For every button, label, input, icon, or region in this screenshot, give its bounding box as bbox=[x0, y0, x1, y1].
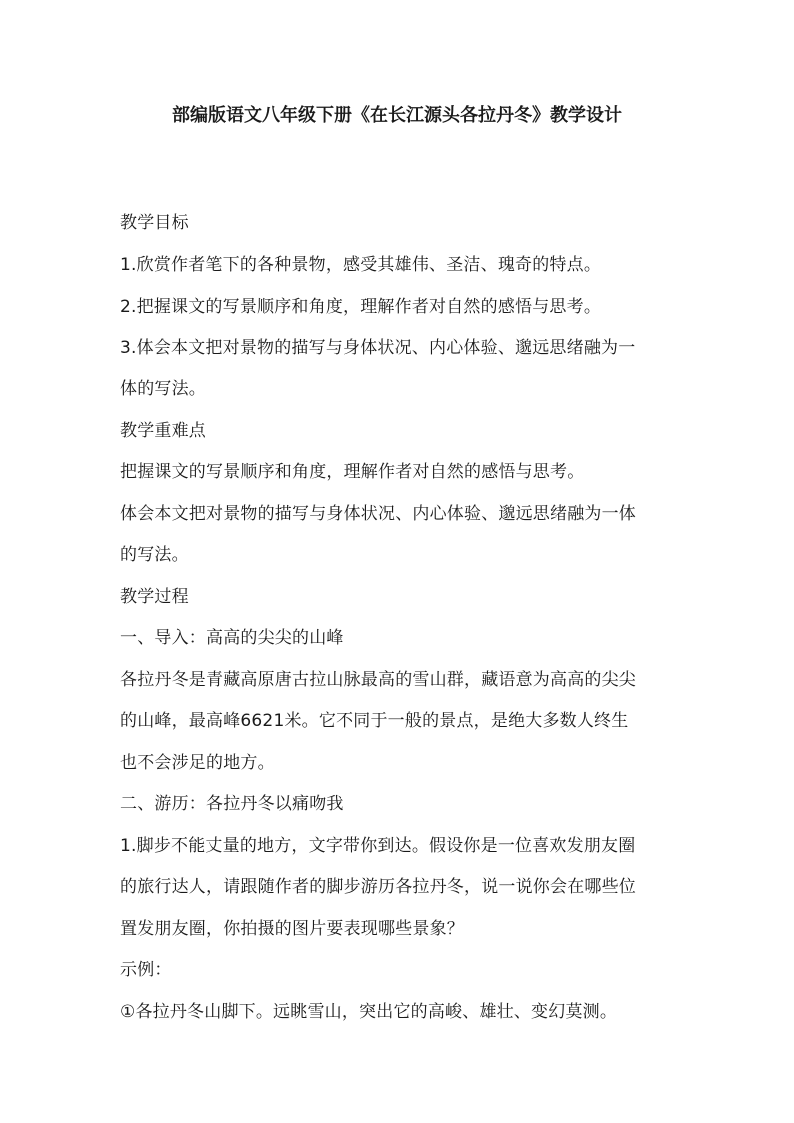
objective-2: 2.把握课文的写景顺序和角度，理解作者对自然的感悟与思考。 bbox=[120, 297, 602, 317]
paragraph-line: 也不会涉足的地方。 bbox=[120, 753, 275, 773]
paragraph-line: 各拉丹冬是青藏高原唐古拉山脉最高的雪山群，藏语意为高高的尖尖 bbox=[120, 670, 636, 690]
paragraph-line: 置发朋友圈，你拍摄的图片要表现哪些景象？ bbox=[120, 919, 464, 939]
key-point-2: 体会本文把对景物的描写与身体状况、内心体验、邈远思绪融为一体 bbox=[120, 504, 636, 524]
key-point-2-cont: 的写法。 bbox=[120, 545, 189, 565]
example-item-1: ①各拉丹冬山脚下。远眺雪山，突出它的高峻、雄壮、变幻莫测。 bbox=[120, 1002, 618, 1022]
process-part-1-heading: 一、导入：高高的尖尖的山峰 bbox=[120, 628, 344, 648]
process-part-2-heading: 二、游历：各拉丹冬以痛吻我 bbox=[120, 794, 344, 814]
objective-3-cont: 体的写法。 bbox=[120, 379, 206, 399]
objective-1: 1.欣赏作者笔下的各种景物，感受其雄伟、圣洁、瑰奇的特点。 bbox=[120, 255, 602, 275]
key-point-1: 把握课文的写景顺序和角度，理解作者对自然的感悟与思考。 bbox=[120, 462, 585, 482]
section-heading-objectives: 教学目标 bbox=[120, 213, 189, 233]
paragraph-line: 1.脚步不能丈量的地方，文字带你到达。假设你是一位喜欢发朋友圈 bbox=[120, 836, 636, 856]
paragraph-line: 的旅行达人，请跟随作者的脚步游历各拉丹冬，说一说你会在哪些位 bbox=[120, 877, 636, 897]
document-title: 部编版语文八年级下册《在长江源头各拉丹冬》教学设计 bbox=[172, 105, 622, 126]
example-label: 示例： bbox=[120, 960, 172, 980]
paragraph-line: 的山峰，最高峰6621米。它不同于一般的景点，是绝大多数人终生 bbox=[120, 711, 629, 731]
objective-3: 3.体会本文把对景物的描写与身体状况、内心体验、邈远思绪融为一 bbox=[120, 338, 636, 358]
section-heading-process: 教学过程 bbox=[120, 587, 189, 607]
section-heading-key-points: 教学重难点 bbox=[120, 421, 206, 441]
